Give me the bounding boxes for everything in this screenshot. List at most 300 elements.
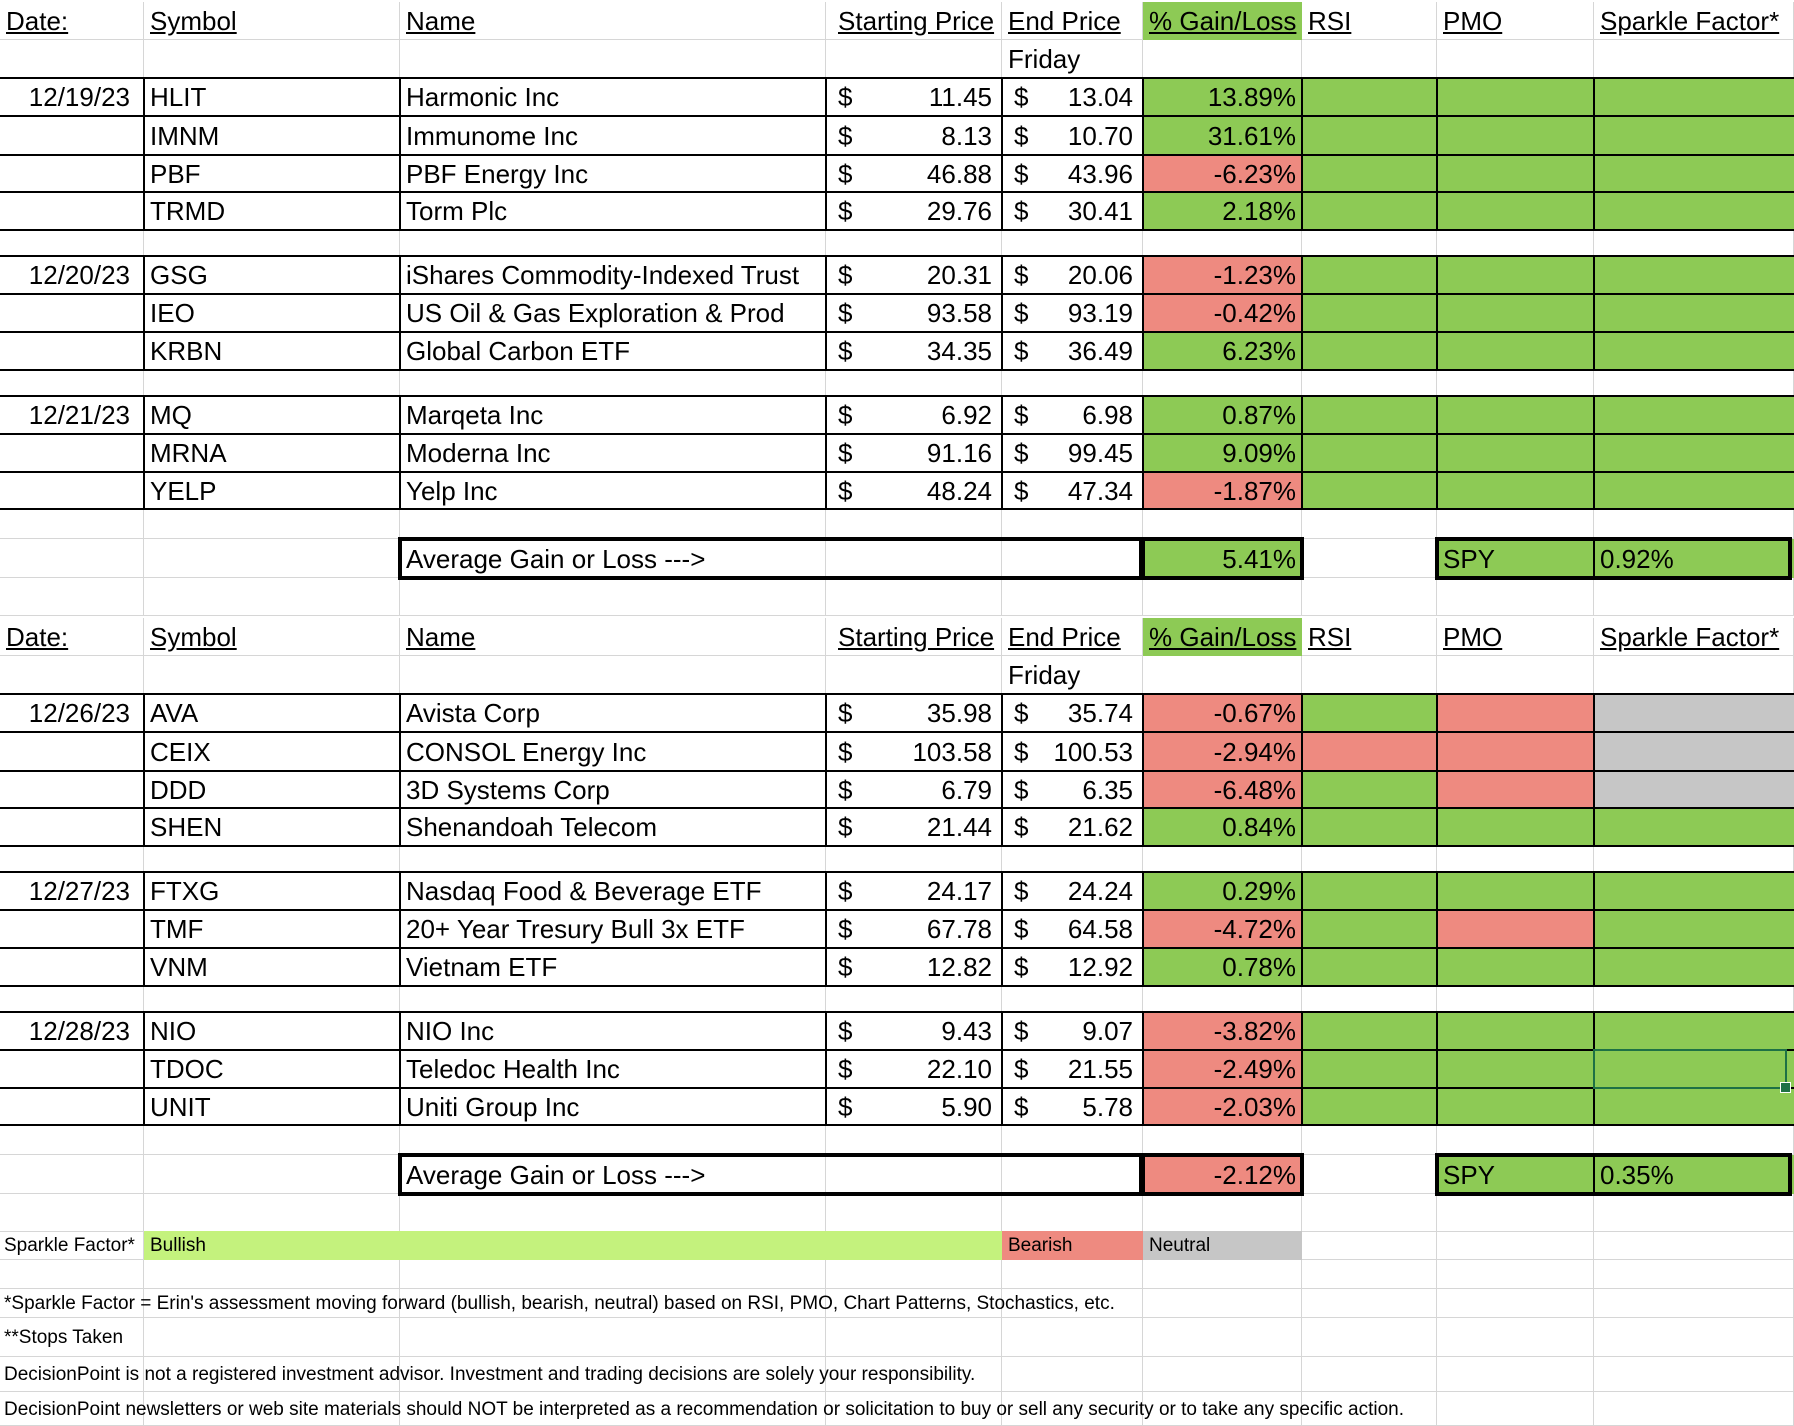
row-gain-loss[interactable] — [1143, 78, 1302, 116]
grid-cell[interactable] — [0, 230, 144, 256]
row-rsi[interactable] — [1302, 472, 1437, 509]
row-starting-price[interactable] — [826, 1012, 1002, 1050]
grid-cell[interactable] — [0, 986, 144, 1012]
row-pmo[interactable] — [1437, 1012, 1594, 1050]
row-symbol[interactable] — [144, 1050, 400, 1088]
grid-cell[interactable] — [1437, 509, 1594, 539]
row-rsi[interactable] — [1302, 872, 1437, 910]
row-symbol[interactable] — [144, 434, 400, 472]
grid-cell[interactable] — [0, 1125, 144, 1155]
grid-cell[interactable] — [826, 656, 1002, 694]
header-starting-price[interactable] — [826, 618, 1002, 656]
legend-bullish[interactable] — [144, 1231, 1002, 1260]
grid-cell[interactable] — [1302, 1318, 1437, 1357]
row-name[interactable] — [400, 434, 826, 472]
row-symbol[interactable] — [144, 332, 400, 370]
grid-cell[interactable] — [144, 1125, 400, 1155]
grid-cell[interactable] — [1002, 230, 1143, 256]
grid-cell[interactable] — [1594, 230, 1794, 256]
row-starting-price[interactable] — [826, 732, 1002, 771]
grid-cell[interactable] — [826, 370, 1002, 396]
grid-cell[interactable] — [0, 656, 144, 694]
row-sparkle-factor[interactable] — [1594, 472, 1794, 509]
row-end-price[interactable] — [1002, 116, 1143, 155]
row-gain-loss[interactable] — [1143, 910, 1302, 948]
row-name[interactable] — [400, 872, 826, 910]
grid-cell[interactable] — [1594, 1318, 1794, 1357]
row-starting-price[interactable] — [826, 1050, 1002, 1088]
grid-cell[interactable] — [400, 509, 826, 539]
legend-title[interactable] — [0, 1231, 144, 1260]
row-rsi[interactable] — [1302, 1012, 1437, 1050]
grid-cell[interactable] — [0, 948, 144, 986]
grid-cell[interactable] — [0, 1260, 144, 1289]
row-name[interactable] — [400, 910, 826, 948]
grid-cell[interactable] — [1437, 578, 1594, 616]
grid-cell[interactable] — [0, 578, 144, 616]
row-name[interactable] — [400, 155, 826, 192]
legend-neutral[interactable] — [1143, 1231, 1302, 1260]
row-date[interactable] — [0, 396, 144, 434]
grid-cell[interactable] — [826, 1318, 1002, 1357]
grid-cell[interactable] — [1302, 539, 1437, 578]
grid-cell[interactable] — [144, 370, 400, 396]
row-sparkle-factor[interactable] — [1594, 1012, 1794, 1050]
grid-cell[interactable] — [1437, 1125, 1594, 1155]
row-starting-price[interactable] — [826, 771, 1002, 808]
row-name[interactable] — [400, 396, 826, 434]
row-starting-price[interactable] — [826, 192, 1002, 230]
legend-bearish[interactable] — [1002, 1231, 1143, 1260]
row-end-price[interactable] — [1002, 294, 1143, 332]
grid-cell[interactable] — [1302, 1155, 1437, 1194]
row-pmo[interactable] — [1437, 872, 1594, 910]
row-name[interactable] — [400, 256, 826, 294]
grid-cell[interactable] — [1437, 1260, 1594, 1289]
grid-cell[interactable] — [1302, 986, 1437, 1012]
row-name[interactable] — [400, 732, 826, 771]
grid-cell[interactable] — [400, 986, 826, 1012]
header-gain-loss[interactable] — [1143, 2, 1302, 40]
row-sparkle-factor[interactable] — [1594, 256, 1794, 294]
row-end-price[interactable] — [1002, 396, 1143, 434]
grid-cell[interactable] — [826, 578, 1002, 616]
grid-cell[interactable] — [1594, 846, 1794, 872]
grid-cell[interactable] — [1302, 1260, 1437, 1289]
header-friday[interactable] — [1002, 656, 1143, 694]
row-gain-loss[interactable] — [1143, 192, 1302, 230]
grid-cell[interactable] — [1002, 1318, 1143, 1357]
row-starting-price[interactable] — [826, 472, 1002, 509]
grid-cell[interactable] — [1594, 40, 1794, 78]
row-name[interactable] — [400, 948, 826, 986]
row-end-price[interactable] — [1002, 1012, 1143, 1050]
row-symbol[interactable] — [144, 192, 400, 230]
grid-cell[interactable] — [1002, 370, 1143, 396]
row-name[interactable] — [400, 78, 826, 116]
row-starting-price[interactable] — [826, 256, 1002, 294]
row-starting-price[interactable] — [826, 1088, 1002, 1125]
header-end-price[interactable] — [1002, 618, 1143, 656]
grid-cell[interactable] — [144, 1260, 400, 1289]
grid-cell[interactable] — [144, 986, 400, 1012]
row-starting-price[interactable] — [826, 294, 1002, 332]
grid-cell[interactable] — [400, 370, 826, 396]
grid-cell[interactable] — [826, 1125, 1002, 1155]
header-symbol[interactable] — [144, 2, 400, 40]
row-name[interactable] — [400, 116, 826, 155]
grid-cell[interactable] — [1002, 846, 1143, 872]
grid-cell[interactable] — [1302, 1194, 1437, 1232]
grid-cell[interactable] — [144, 1155, 400, 1194]
row-sparkle-factor[interactable] — [1594, 116, 1794, 155]
row-sparkle-factor[interactable] — [1594, 434, 1794, 472]
grid-cell[interactable] — [1437, 40, 1594, 78]
grid-cell[interactable] — [0, 509, 144, 539]
grid-cell[interactable] — [0, 472, 144, 509]
row-rsi[interactable] — [1302, 78, 1437, 116]
row-pmo[interactable] — [1437, 192, 1594, 230]
grid-cell[interactable] — [0, 434, 144, 472]
grid-cell[interactable] — [1437, 230, 1594, 256]
grid-cell[interactable] — [826, 986, 1002, 1012]
grid-cell[interactable] — [1594, 1260, 1794, 1289]
header-end-price[interactable] — [1002, 2, 1143, 40]
row-gain-loss[interactable] — [1143, 332, 1302, 370]
header-date[interactable] — [0, 2, 144, 40]
row-symbol[interactable] — [144, 1088, 400, 1125]
grid-cell[interactable] — [0, 155, 144, 192]
grid-cell[interactable] — [1302, 1231, 1437, 1260]
header-name[interactable] — [400, 2, 826, 40]
row-pmo[interactable] — [1437, 910, 1594, 948]
row-symbol[interactable] — [144, 396, 400, 434]
grid-cell[interactable] — [144, 578, 400, 616]
row-sparkle-factor[interactable] — [1594, 732, 1794, 771]
row-gain-loss[interactable] — [1143, 1012, 1302, 1050]
stops-taken-note[interactable] — [0, 1318, 400, 1357]
row-end-price[interactable] — [1002, 155, 1143, 192]
header-gain-loss[interactable] — [1143, 618, 1302, 656]
grid-cell[interactable] — [0, 910, 144, 948]
row-rsi[interactable] — [1302, 694, 1437, 732]
row-sparkle-factor[interactable] — [1594, 294, 1794, 332]
grid-cell[interactable] — [144, 230, 400, 256]
grid-cell[interactable] — [1594, 656, 1794, 694]
row-rsi[interactable] — [1302, 294, 1437, 332]
row-rsi[interactable] — [1302, 808, 1437, 846]
row-rsi[interactable] — [1302, 434, 1437, 472]
row-symbol[interactable] — [144, 694, 400, 732]
grid-cell[interactable] — [1002, 509, 1143, 539]
row-starting-price[interactable] — [826, 808, 1002, 846]
grid-cell[interactable] — [0, 808, 144, 846]
row-end-price[interactable] — [1002, 910, 1143, 948]
row-pmo[interactable] — [1437, 332, 1594, 370]
row-sparkle-factor[interactable] — [1594, 808, 1794, 846]
row-gain-loss[interactable] — [1143, 472, 1302, 509]
header-rsi[interactable] — [1302, 2, 1437, 40]
grid-cell[interactable] — [1302, 656, 1437, 694]
row-pmo[interactable] — [1437, 396, 1594, 434]
grid-cell[interactable] — [144, 846, 400, 872]
row-end-price[interactable] — [1002, 694, 1143, 732]
grid-cell[interactable] — [826, 509, 1002, 539]
row-end-price[interactable] — [1002, 808, 1143, 846]
row-starting-price[interactable] — [826, 396, 1002, 434]
grid-cell[interactable] — [0, 192, 144, 230]
grid-cell[interactable] — [1143, 1260, 1302, 1289]
grid-cell[interactable] — [1437, 1194, 1594, 1232]
row-gain-loss[interactable] — [1143, 294, 1302, 332]
grid-cell[interactable] — [0, 332, 144, 370]
header-starting-price[interactable] — [826, 2, 1002, 40]
row-sparkle-factor[interactable] — [1594, 155, 1794, 192]
grid-cell[interactable] — [1437, 1231, 1594, 1260]
grid-cell[interactable] — [0, 732, 144, 771]
grid-cell[interactable] — [0, 116, 144, 155]
grid-cell[interactable] — [400, 230, 826, 256]
row-name[interactable] — [400, 192, 826, 230]
header-pmo[interactable] — [1437, 618, 1594, 656]
row-date[interactable] — [0, 872, 144, 910]
row-rsi[interactable] — [1302, 256, 1437, 294]
row-starting-price[interactable] — [826, 116, 1002, 155]
row-sparkle-factor[interactable] — [1594, 78, 1794, 116]
row-gain-loss[interactable] — [1143, 1050, 1302, 1088]
header-friday[interactable] — [1002, 40, 1143, 78]
selected-cell-outline[interactable] — [1593, 1049, 1787, 1089]
row-rsi[interactable] — [1302, 771, 1437, 808]
row-end-price[interactable] — [1002, 872, 1143, 910]
row-symbol[interactable] — [144, 771, 400, 808]
row-symbol[interactable] — [144, 1012, 400, 1050]
row-end-price[interactable] — [1002, 256, 1143, 294]
row-symbol[interactable] — [144, 948, 400, 986]
grid-cell[interactable] — [1302, 230, 1437, 256]
row-rsi[interactable] — [1302, 396, 1437, 434]
grid-cell[interactable] — [1143, 1125, 1302, 1155]
grid-cell[interactable] — [1302, 1125, 1437, 1155]
row-starting-price[interactable] — [826, 155, 1002, 192]
row-symbol[interactable] — [144, 808, 400, 846]
grid-cell[interactable] — [400, 578, 826, 616]
row-starting-price[interactable] — [826, 910, 1002, 948]
row-name[interactable] — [400, 808, 826, 846]
row-rsi[interactable] — [1302, 116, 1437, 155]
row-gain-loss[interactable] — [1143, 948, 1302, 986]
row-end-price[interactable] — [1002, 1050, 1143, 1088]
grid-cell[interactable] — [0, 1050, 144, 1088]
row-rsi[interactable] — [1302, 332, 1437, 370]
row-end-price[interactable] — [1002, 771, 1143, 808]
row-end-price[interactable] — [1002, 332, 1143, 370]
grid-cell[interactable] — [1594, 578, 1794, 616]
row-end-price[interactable] — [1002, 434, 1143, 472]
row-gain-loss[interactable] — [1143, 1088, 1302, 1125]
header-rsi[interactable] — [1302, 618, 1437, 656]
row-starting-price[interactable] — [826, 332, 1002, 370]
row-sparkle-factor[interactable] — [1594, 192, 1794, 230]
row-sparkle-factor[interactable] — [1594, 694, 1794, 732]
grid-cell[interactable] — [1594, 370, 1794, 396]
grid-cell[interactable] — [1002, 1260, 1143, 1289]
grid-cell[interactable] — [144, 40, 400, 78]
fill-handle[interactable] — [1780, 1082, 1791, 1093]
disclaimer-line-1[interactable] — [0, 1357, 1794, 1392]
row-symbol[interactable] — [144, 116, 400, 155]
grid-cell[interactable] — [0, 40, 144, 78]
disclaimer-line-2[interactable] — [0, 1392, 1794, 1426]
row-gain-loss[interactable] — [1143, 434, 1302, 472]
row-rsi[interactable] — [1302, 1088, 1437, 1125]
header-sparkle-factor[interactable] — [1594, 2, 1794, 40]
header-sparkle-factor[interactable] — [1594, 618, 1794, 656]
grid-cell[interactable] — [0, 294, 144, 332]
grid-cell[interactable] — [1143, 986, 1302, 1012]
row-gain-loss[interactable] — [1143, 256, 1302, 294]
grid-cell[interactable] — [0, 539, 144, 578]
grid-cell[interactable] — [1002, 1194, 1143, 1232]
grid-cell[interactable] — [1302, 370, 1437, 396]
row-pmo[interactable] — [1437, 256, 1594, 294]
grid-cell[interactable] — [1594, 509, 1794, 539]
grid-cell[interactable] — [1594, 1125, 1794, 1155]
grid-cell[interactable] — [826, 40, 1002, 78]
row-sparkle-factor[interactable] — [1594, 771, 1794, 808]
row-rsi[interactable] — [1302, 948, 1437, 986]
header-name[interactable] — [400, 618, 826, 656]
grid-cell[interactable] — [144, 539, 400, 578]
row-rsi[interactable] — [1302, 910, 1437, 948]
row-pmo[interactable] — [1437, 771, 1594, 808]
row-pmo[interactable] — [1437, 434, 1594, 472]
row-name[interactable] — [400, 332, 826, 370]
row-date[interactable] — [0, 694, 144, 732]
row-pmo[interactable] — [1437, 808, 1594, 846]
row-date[interactable] — [0, 256, 144, 294]
row-name[interactable] — [400, 771, 826, 808]
grid-cell[interactable] — [1143, 1194, 1302, 1232]
row-symbol[interactable] — [144, 294, 400, 332]
row-starting-price[interactable] — [826, 78, 1002, 116]
row-end-price[interactable] — [1002, 78, 1143, 116]
row-date[interactable] — [0, 1012, 144, 1050]
grid-cell[interactable] — [144, 509, 400, 539]
grid-cell[interactable] — [826, 846, 1002, 872]
grid-cell[interactable] — [1143, 656, 1302, 694]
header-pmo[interactable] — [1437, 2, 1594, 40]
grid-cell[interactable] — [400, 656, 826, 694]
grid-cell[interactable] — [1594, 986, 1794, 1012]
row-starting-price[interactable] — [826, 948, 1002, 986]
grid-cell[interactable] — [1594, 1231, 1794, 1260]
row-pmo[interactable] — [1437, 732, 1594, 771]
grid-cell[interactable] — [1594, 1194, 1794, 1232]
row-pmo[interactable] — [1437, 694, 1594, 732]
row-gain-loss[interactable] — [1143, 732, 1302, 771]
row-pmo[interactable] — [1437, 472, 1594, 509]
row-pmo[interactable] — [1437, 948, 1594, 986]
row-name[interactable] — [400, 472, 826, 509]
row-sparkle-factor[interactable] — [1594, 1088, 1794, 1125]
row-sparkle-factor[interactable] — [1594, 948, 1794, 986]
grid-cell[interactable] — [1437, 656, 1594, 694]
grid-cell[interactable] — [0, 846, 144, 872]
grid-cell[interactable] — [1437, 846, 1594, 872]
row-pmo[interactable] — [1437, 1050, 1594, 1088]
row-pmo[interactable] — [1437, 1088, 1594, 1125]
row-name[interactable] — [400, 1012, 826, 1050]
row-end-price[interactable] — [1002, 1088, 1143, 1125]
row-name[interactable] — [400, 1088, 826, 1125]
grid-cell[interactable] — [826, 230, 1002, 256]
grid-cell[interactable] — [144, 656, 400, 694]
sparkle-factor-note[interactable] — [0, 1289, 1794, 1318]
row-sparkle-factor[interactable] — [1594, 396, 1794, 434]
row-starting-price[interactable] — [826, 872, 1002, 910]
row-sparkle-factor[interactable] — [1594, 332, 1794, 370]
row-starting-price[interactable] — [826, 434, 1002, 472]
grid-cell[interactable] — [1302, 40, 1437, 78]
row-name[interactable] — [400, 1050, 826, 1088]
grid-cell[interactable] — [400, 1125, 826, 1155]
grid-cell[interactable] — [1002, 1125, 1143, 1155]
row-gain-loss[interactable] — [1143, 396, 1302, 434]
grid-cell[interactable] — [826, 1260, 1002, 1289]
grid-cell[interactable] — [1143, 846, 1302, 872]
grid-cell[interactable] — [400, 40, 826, 78]
row-name[interactable] — [400, 694, 826, 732]
row-gain-loss[interactable] — [1143, 694, 1302, 732]
row-starting-price[interactable] — [826, 694, 1002, 732]
row-pmo[interactable] — [1437, 294, 1594, 332]
row-rsi[interactable] — [1302, 192, 1437, 230]
row-symbol[interactable] — [144, 256, 400, 294]
grid-cell[interactable] — [0, 771, 144, 808]
grid-cell[interactable] — [400, 1318, 826, 1357]
row-symbol[interactable] — [144, 78, 400, 116]
row-pmo[interactable] — [1437, 155, 1594, 192]
grid-cell[interactable] — [1302, 578, 1437, 616]
grid-cell[interactable] — [144, 1194, 400, 1232]
grid-cell[interactable] — [1143, 1318, 1302, 1357]
row-date[interactable] — [0, 78, 144, 116]
header-date[interactable] — [0, 618, 144, 656]
row-pmo[interactable] — [1437, 116, 1594, 155]
row-symbol[interactable] — [144, 872, 400, 910]
grid-cell[interactable] — [1302, 846, 1437, 872]
row-name[interactable] — [400, 294, 826, 332]
row-gain-loss[interactable] — [1143, 872, 1302, 910]
grid-cell[interactable] — [400, 1194, 826, 1232]
row-rsi[interactable] — [1302, 155, 1437, 192]
grid-cell[interactable] — [1143, 578, 1302, 616]
row-end-price[interactable] — [1002, 948, 1143, 986]
grid-cell[interactable] — [1143, 370, 1302, 396]
grid-cell[interactable] — [826, 1194, 1002, 1232]
row-end-price[interactable] — [1002, 472, 1143, 509]
grid-cell[interactable] — [1437, 986, 1594, 1012]
grid-cell[interactable] — [1143, 40, 1302, 78]
row-symbol[interactable] — [144, 155, 400, 192]
row-symbol[interactable] — [144, 910, 400, 948]
header-symbol[interactable] — [144, 618, 400, 656]
grid-cell[interactable] — [1437, 370, 1594, 396]
row-sparkle-factor[interactable] — [1594, 872, 1794, 910]
row-pmo[interactable] — [1437, 78, 1594, 116]
row-gain-loss[interactable] — [1143, 808, 1302, 846]
